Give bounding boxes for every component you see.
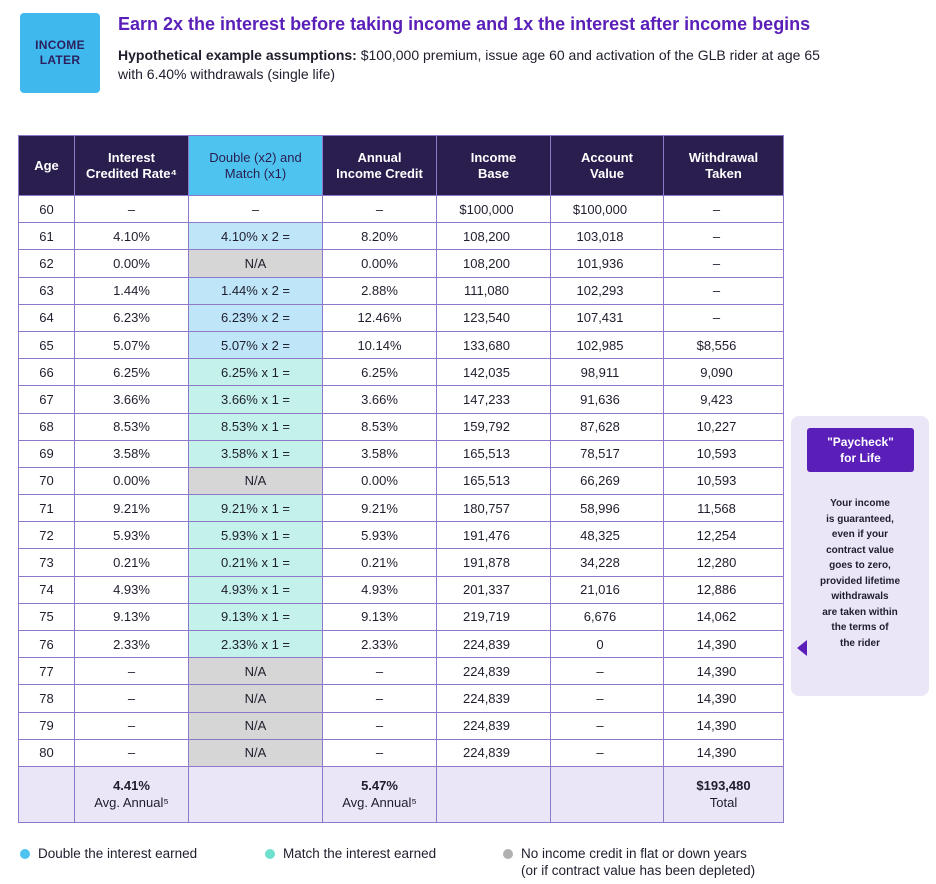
legend-none-text xyxy=(521,845,755,879)
avg-credit-value: 5.47% xyxy=(361,778,398,794)
legend-none xyxy=(503,845,755,879)
guarantee-line: withdrawals xyxy=(831,591,889,602)
age-cell: 74 xyxy=(19,576,75,603)
interest-rate-cell: 6.25% xyxy=(75,359,189,386)
header-double-match: Double (x2) and Match (x1) xyxy=(189,136,323,196)
interest-rate-cell: 9.21% xyxy=(75,495,189,522)
age-cell: 67 xyxy=(19,386,75,413)
table-row xyxy=(19,304,784,331)
withdrawal-cell: – xyxy=(664,304,784,331)
interest-rate-cell: 5.93% xyxy=(75,522,189,549)
summary-age-cell xyxy=(19,766,75,822)
account-value-cell: 0 xyxy=(551,631,664,658)
interest-rate-cell: 2.33% xyxy=(75,631,189,658)
illustration-table xyxy=(18,135,784,823)
withdrawal-cell: 14,390 xyxy=(664,739,784,766)
guarantee-line: the terms of xyxy=(831,622,889,633)
account-value-cell: 107,431 xyxy=(551,304,664,331)
withdrawal-cell: 9,090 xyxy=(664,359,784,386)
income-base-cell: 219,719 xyxy=(437,603,551,630)
annual-credit-cell: – xyxy=(323,712,437,739)
income-base-cell: 180,757 xyxy=(437,495,551,522)
age-cell: 69 xyxy=(19,440,75,467)
income-base-cell: 224,839 xyxy=(437,631,551,658)
interest-rate-cell: – xyxy=(75,739,189,766)
income-base-cell: 111,080 xyxy=(437,277,551,304)
table-row xyxy=(19,331,784,358)
table-row xyxy=(19,440,784,467)
legend-double xyxy=(20,845,197,862)
legend-double-label: Double the interest earned xyxy=(38,846,198,861)
age-cell: 71 xyxy=(19,495,75,522)
annual-credit-cell: 6.25% xyxy=(323,359,437,386)
withdrawal-cell: 10,227 xyxy=(664,413,784,440)
badge-line-2: LATER xyxy=(39,53,81,67)
withdrawal-cell: 14,390 xyxy=(664,712,784,739)
interest-rate-cell: – xyxy=(75,658,189,685)
income-base-cell: 165,513 xyxy=(437,440,551,467)
interest-rate-cell: – xyxy=(75,685,189,712)
assumptions-label: Hypothetical example assumptions: xyxy=(118,47,357,63)
left-arrow-icon xyxy=(797,640,807,656)
annual-credit-cell: 8.53% xyxy=(323,413,437,440)
age-cell: 80 xyxy=(19,739,75,766)
assumptions-body: $100,000 premium, issue age 60 and activation of the GLB rider at age 65 with 6.40% withdrawals (single life) xyxy=(118,47,820,82)
withdrawal-cell: 12,280 xyxy=(664,549,784,576)
table-row xyxy=(19,603,784,630)
age-cell: 76 xyxy=(19,631,75,658)
account-value-cell: 91,636 xyxy=(551,386,664,413)
account-value-cell: 66,269 xyxy=(551,467,664,494)
double-match-cell: 1.44% x 2 = xyxy=(189,277,323,304)
withdrawal-cell: 12,886 xyxy=(664,576,784,603)
guarantee-line: contract value xyxy=(826,544,894,556)
badge-line-1: INCOME xyxy=(35,38,85,52)
gray-dot-icon xyxy=(503,849,513,859)
table-row xyxy=(19,467,784,494)
annual-credit-cell: 2.33% xyxy=(323,631,437,658)
header-income-base: Income Base xyxy=(437,136,551,196)
legend-match xyxy=(265,845,436,862)
income-base-cell: 224,839 xyxy=(437,658,551,685)
table-row xyxy=(19,250,784,277)
double-match-cell: 5.93% x 1 = xyxy=(189,522,323,549)
guarantee-line: is guaranteed, xyxy=(826,513,894,525)
account-value-cell: – xyxy=(551,739,664,766)
table-row xyxy=(19,495,784,522)
interest-rate-cell: – xyxy=(75,196,189,223)
double-match-cell: – xyxy=(189,196,323,223)
table-row xyxy=(19,658,784,685)
account-value-cell: 102,293 xyxy=(551,277,664,304)
withdrawal-cell: 9,423 xyxy=(664,386,784,413)
table-row xyxy=(19,223,784,250)
paycheck-label-line-1: "Paycheck" xyxy=(827,435,894,449)
double-match-cell: 9.13% x 1 = xyxy=(189,603,323,630)
avg-credit-label: Avg. Annual⁵ xyxy=(342,795,417,811)
income-base-cell: 191,878 xyxy=(437,549,551,576)
age-cell: 61 xyxy=(19,223,75,250)
interest-rate-cell: 0.21% xyxy=(75,549,189,576)
annual-credit-cell: 3.58% xyxy=(323,440,437,467)
blue-dot-icon xyxy=(20,849,30,859)
summary-credit-cell xyxy=(323,766,437,822)
header-annual-credit: Annual Income Credit xyxy=(323,136,437,196)
withdrawal-cell: 14,390 xyxy=(664,631,784,658)
guarantee-line: are taken within xyxy=(822,606,898,618)
income-base-cell: 224,839 xyxy=(437,685,551,712)
account-value-cell: 102,985 xyxy=(551,331,664,358)
income-base-cell: 108,200 xyxy=(437,250,551,277)
double-match-cell: 9.21% x 1 = xyxy=(189,495,323,522)
interest-rate-cell: 0.00% xyxy=(75,250,189,277)
double-match-cell: N/A xyxy=(189,658,323,685)
interest-rate-cell: 3.66% xyxy=(75,386,189,413)
legend-match-label: Match the interest earned xyxy=(283,846,437,861)
account-value-cell: 78,517 xyxy=(551,440,664,467)
annual-credit-cell: 4.93% xyxy=(323,576,437,603)
double-match-cell: N/A xyxy=(189,467,323,494)
annual-credit-cell: 2.88% xyxy=(323,277,437,304)
double-match-cell: 6.23% x 2 = xyxy=(189,304,323,331)
header-age: Age xyxy=(19,136,75,196)
income-base-cell: 224,839 xyxy=(437,712,551,739)
age-cell: 77 xyxy=(19,658,75,685)
double-match-cell: 2.33% x 1 = xyxy=(189,631,323,658)
summary-withdrawal-cell xyxy=(664,766,784,822)
account-value-cell: 6,676 xyxy=(551,603,664,630)
guarantee-text xyxy=(797,496,923,651)
interest-rate-cell: 1.44% xyxy=(75,277,189,304)
age-cell: 63 xyxy=(19,277,75,304)
annual-credit-cell: 12.46% xyxy=(323,304,437,331)
income-base-cell: 108,200 xyxy=(437,223,551,250)
table-header-row xyxy=(19,136,784,196)
age-cell: 78 xyxy=(19,685,75,712)
annual-credit-cell: 9.13% xyxy=(323,603,437,630)
account-value-cell: 98,911 xyxy=(551,359,664,386)
table-row xyxy=(19,739,784,766)
table-row xyxy=(19,549,784,576)
withdrawal-cell: 14,390 xyxy=(664,685,784,712)
account-value-cell: 87,628 xyxy=(551,413,664,440)
table-row xyxy=(19,413,784,440)
double-match-cell: N/A xyxy=(189,712,323,739)
annual-credit-cell: 0.00% xyxy=(323,250,437,277)
guarantee-line: the rider xyxy=(839,637,880,649)
interest-rate-cell: – xyxy=(75,712,189,739)
interest-rate-cell: 3.58% xyxy=(75,440,189,467)
header-interest-rate: Interest Credited Rate⁴ xyxy=(75,136,189,196)
account-value-cell: 58,996 xyxy=(551,495,664,522)
interest-rate-cell: 6.23% xyxy=(75,304,189,331)
double-match-cell: 0.21% x 1 = xyxy=(189,549,323,576)
teal-dot-icon xyxy=(265,849,275,859)
paycheck-label-line-2: for Life xyxy=(840,451,881,465)
account-value-cell: 101,936 xyxy=(551,250,664,277)
income-base-cell: 224,839 xyxy=(437,739,551,766)
withdrawal-cell: 14,062 xyxy=(664,603,784,630)
table-row xyxy=(19,576,784,603)
double-match-cell: N/A xyxy=(189,685,323,712)
annual-credit-cell: 5.93% xyxy=(323,522,437,549)
annual-credit-cell: 8.20% xyxy=(323,223,437,250)
annual-credit-cell: 3.66% xyxy=(323,386,437,413)
guarantee-line: Your income xyxy=(830,498,890,509)
guarantee-line: goes to zero, xyxy=(829,560,891,571)
age-cell: 79 xyxy=(19,712,75,739)
annual-credit-cell: – xyxy=(323,685,437,712)
annual-credit-cell: 0.00% xyxy=(323,467,437,494)
guarantee-line: provided lifetime xyxy=(819,575,900,587)
table-row xyxy=(19,196,784,223)
double-match-cell: 3.58% x 1 = xyxy=(189,440,323,467)
withdrawal-cell: – xyxy=(664,223,784,250)
table-body xyxy=(19,196,784,767)
double-match-cell: N/A xyxy=(189,250,323,277)
interest-rate-cell: 4.10% xyxy=(75,223,189,250)
double-match-cell: 3.66% x 1 = xyxy=(189,386,323,413)
income-base-cell: $100,000 xyxy=(437,196,551,223)
interest-rate-cell: 5.07% xyxy=(75,331,189,358)
table-row xyxy=(19,277,784,304)
table-row xyxy=(19,522,784,549)
age-cell: 68 xyxy=(19,413,75,440)
interest-rate-cell: 4.93% xyxy=(75,576,189,603)
interest-rate-cell: 8.53% xyxy=(75,413,189,440)
age-cell: 70 xyxy=(19,467,75,494)
withdrawal-cell: 12,254 xyxy=(664,522,784,549)
income-base-cell: 123,540 xyxy=(437,304,551,331)
table-row xyxy=(19,685,784,712)
page-title: Earn 2x the interest before taking income and 1x the interest after income begins xyxy=(118,14,811,34)
account-value-cell: 48,325 xyxy=(551,522,664,549)
account-value-cell: 34,228 xyxy=(551,549,664,576)
summary-dm-cell xyxy=(189,766,323,822)
annual-credit-cell: 0.21% xyxy=(323,549,437,576)
account-value-cell: 21,016 xyxy=(551,576,664,603)
income-base-cell: 142,035 xyxy=(437,359,551,386)
age-cell: 62 xyxy=(19,250,75,277)
annual-credit-cell: – xyxy=(323,658,437,685)
withdrawal-cell: $8,556 xyxy=(664,331,784,358)
assumptions-text xyxy=(118,46,838,84)
double-match-cell: 6.25% x 1 = xyxy=(189,359,323,386)
withdrawal-cell: – xyxy=(664,277,784,304)
withdrawal-cell: 14,390 xyxy=(664,658,784,685)
total-withdrawal-value: $193,480 xyxy=(696,778,751,794)
withdrawal-cell: 10,593 xyxy=(664,467,784,494)
age-cell: 75 xyxy=(19,603,75,630)
interest-rate-cell: 9.13% xyxy=(75,603,189,630)
interest-rate-cell: 0.00% xyxy=(75,467,189,494)
withdrawal-cell: – xyxy=(664,250,784,277)
age-cell: 64 xyxy=(19,304,75,331)
withdrawal-cell: 11,568 xyxy=(664,495,784,522)
avg-rate-value: 4.41% xyxy=(113,778,150,794)
table-row xyxy=(19,386,784,413)
annual-credit-cell: 9.21% xyxy=(323,495,437,522)
income-later-badge xyxy=(20,13,100,93)
age-cell: 60 xyxy=(19,196,75,223)
summary-value-cell xyxy=(551,766,664,822)
paycheck-for-life-panel xyxy=(791,416,929,696)
double-match-cell: 5.07% x 2 = xyxy=(189,331,323,358)
legend-none-line-1: No income credit in flat or down years xyxy=(521,846,747,861)
summary-base-cell xyxy=(437,766,551,822)
income-base-cell: 165,513 xyxy=(437,467,551,494)
income-base-cell: 191,476 xyxy=(437,522,551,549)
annual-credit-cell: 10.14% xyxy=(323,331,437,358)
annual-credit-cell: – xyxy=(323,739,437,766)
account-value-cell: – xyxy=(551,712,664,739)
header-withdrawal: Withdrawal Taken xyxy=(664,136,784,196)
paycheck-label xyxy=(807,428,914,472)
account-value-cell: – xyxy=(551,685,664,712)
age-cell: 73 xyxy=(19,549,75,576)
age-cell: 66 xyxy=(19,359,75,386)
age-cell: 65 xyxy=(19,331,75,358)
withdrawal-cell: 10,593 xyxy=(664,440,784,467)
income-base-cell: 159,792 xyxy=(437,413,551,440)
income-base-cell: 201,337 xyxy=(437,576,551,603)
summary-row xyxy=(19,766,784,822)
account-value-cell: – xyxy=(551,658,664,685)
legend-none-line-2: (or if contract value has been depleted) xyxy=(521,863,756,878)
double-match-cell: N/A xyxy=(189,739,323,766)
table-row xyxy=(19,359,784,386)
table-row xyxy=(19,631,784,658)
double-match-cell: 4.93% x 1 = xyxy=(189,576,323,603)
annual-credit-cell: – xyxy=(323,196,437,223)
income-base-cell: 133,680 xyxy=(437,331,551,358)
guarantee-line: even if your xyxy=(831,529,889,540)
account-value-cell: $100,000 xyxy=(551,196,664,223)
account-value-cell: 103,018 xyxy=(551,223,664,250)
double-match-cell: 8.53% x 1 = xyxy=(189,413,323,440)
avg-rate-label: Avg. Annual⁵ xyxy=(94,795,169,811)
total-withdrawal-label: Total xyxy=(709,795,738,811)
income-base-cell: 147,233 xyxy=(437,386,551,413)
table-row xyxy=(19,712,784,739)
withdrawal-cell: – xyxy=(664,196,784,223)
age-cell: 72 xyxy=(19,522,75,549)
header-account-value: Account Value xyxy=(551,136,664,196)
double-match-cell: 4.10% x 2 = xyxy=(189,223,323,250)
summary-rate-cell xyxy=(75,766,189,822)
